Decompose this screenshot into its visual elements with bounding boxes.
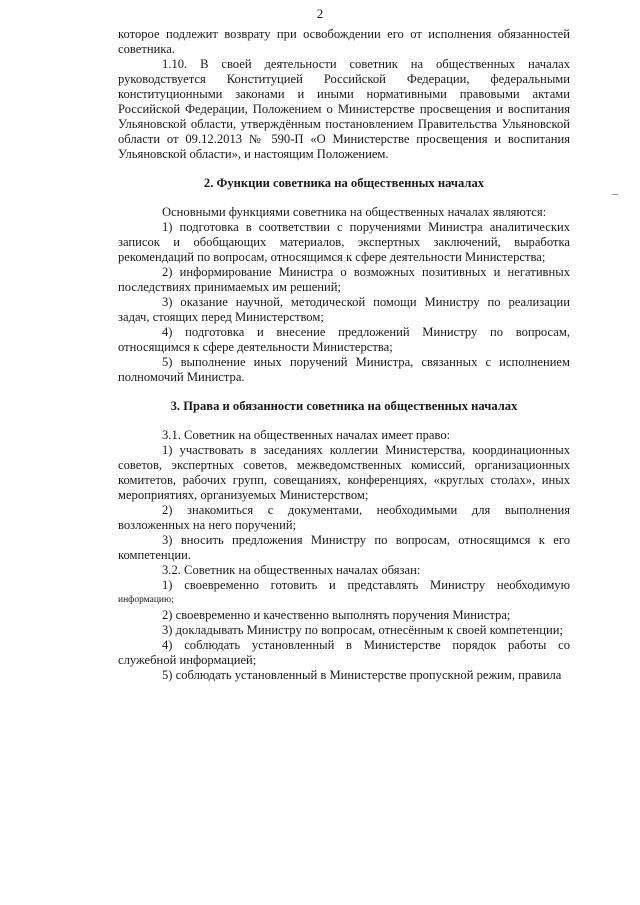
function-item-4: 4) подготовка и внесение предложений Министру по вопросам, относящимся к сфере деятельности Министерства;	[118, 325, 570, 354]
function-item-3: 3) оказание научной, методической помощи Министру по реализации задач, стоящих перед Министерством;	[118, 295, 570, 324]
duty-item-3: 3) докладывать Министру по вопросам, отнесённым к своей компетенции;	[162, 623, 564, 637]
document-body	[118, 27, 570, 683]
duty-item-4: 4) соблюдать установленный в Министерстве порядок работы со служебной информацией;	[118, 638, 570, 667]
function-item-2: 2) информирование Министра о возможных позитивных и негативных последствиях принимаемых им решений;	[118, 265, 570, 294]
section-heading-2: 2. Функции советника на общественных началах	[203, 176, 485, 190]
section-heading-3: 3. Права и обязанности советника на общественных началах	[170, 399, 518, 413]
right-item-1: 1) участвовать в заседаниях коллегии Министерства, координационных советов, экспертных советов, межведомственных комиссий, организационных комитетов, рабочих групп, совещаниях, конференциях, «круглых столах», иных мероприятиях, организуемых Министерством;	[118, 443, 570, 502]
right-item-2: 2) знакомиться с документами, необходимыми для выполнения возложенных на него поручений;	[118, 503, 570, 532]
function-item-1: 1) подготовка в соответствии с поручениями Министра аналитических записок и обобщающих материалов, экспертных заключений, выработка рекомендаций по вопросам, относящимся к сфере деятельности Министерства;	[118, 220, 570, 264]
duty-item-5: 5) соблюдать установленный в Министерстве пропускной режим, правила	[162, 668, 562, 682]
page-number: 2	[316, 6, 324, 21]
duty-item-2: 2) своевременно и качественно выполнять поручения Министра;	[162, 608, 511, 622]
duties-intro: 3.2. Советник на общественных началах обязан:	[162, 563, 421, 577]
scan-mark	[612, 194, 618, 195]
rights-intro: 3.1. Советник на общественных началах имеет право:	[162, 428, 451, 442]
functions-intro: Основными функциями советника на общественных началах являются:	[162, 205, 547, 219]
duty-item-1-continuation: информацию;	[118, 595, 174, 605]
paragraph-1-10: 1.10. В своей деятельности советник на общественных началах руководствуется Конституцией Российской Федерации, федеральными конституционными законами и иными нормативными правовыми актами Российской Федерации, Положением о Министерстве просвещения и воспитания Ульяновской области, утверждённым постановлением Правительства Ульяновской области от 09.12.2013 № 590-П «О Министерстве просвещения и воспитания Ульяновской области», и настоящим Положением.	[118, 57, 570, 161]
right-item-3: 3) вносить предложения Министру по вопросам, относящимся к его компетенции.	[118, 533, 570, 562]
paragraph-continuation: которое подлежит возврату при освобождении его от исполнения обязанностей советника.	[118, 27, 570, 56]
duty-item-1: 1) своевременно готовить и представлять Министру необходимую	[162, 578, 570, 592]
function-item-5: 5) выполнение иных поручений Министра, связанных с исполнением полномочий Министра.	[118, 355, 570, 384]
